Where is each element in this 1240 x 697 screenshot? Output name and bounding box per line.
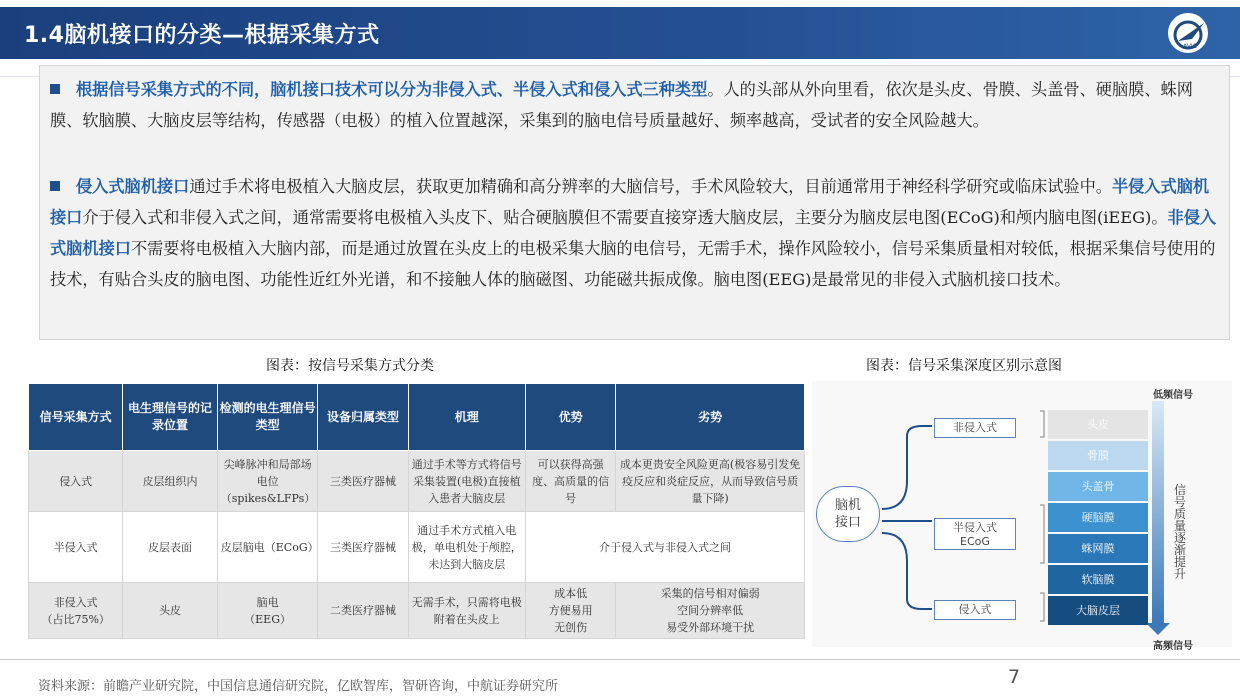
summary-highlight: 根据信号采集方式的不同，脑机接口技术可以分为非侵入式、半侵入式和侵入式三种类型 [76, 80, 708, 99]
low-frequency-label: 低频信号 [1153, 390, 1193, 401]
header-cell: 设备归属类型 [318, 384, 408, 451]
cell-line: 无创伤 [554, 621, 588, 634]
quality-arrow [1152, 401, 1164, 623]
footer-divider [0, 659, 1240, 660]
type-line: 半侵入式 [953, 521, 997, 534]
page-number: 7 [1008, 666, 1021, 688]
header-cell: 优势 [526, 384, 616, 451]
table-cell: 三类医疗器械 [318, 451, 408, 512]
diagram-caption: 图表：信号采集深度区别示意图 [866, 358, 1062, 374]
cell-line: 空间分辨率低 [677, 604, 744, 617]
type-non-invasive: 非侵入式 [934, 418, 1016, 438]
avic-logo [1168, 13, 1208, 53]
table-cell: 头皮 [123, 583, 217, 639]
cell-line: 成本低 [554, 587, 588, 600]
header-cell: 检测的电生理信号类型 [217, 384, 318, 451]
table-cell: 皮层脑电（ECoG） [217, 512, 318, 583]
layer-scalp: 头皮 [1048, 410, 1148, 439]
table-cell: 半侵入式 [29, 512, 123, 583]
table-cell: 皮层表面 [123, 512, 217, 583]
table-row [29, 583, 805, 639]
bullet-square-icon [50, 181, 60, 191]
layer-pia: 软脑膜 [1048, 565, 1148, 594]
table-cell: 尖峰脉冲和局部场电位（spikes&LFPs） [217, 451, 318, 512]
bullet-square-icon [50, 84, 60, 94]
center-line: 接口 [834, 515, 861, 530]
brace-line [882, 426, 932, 509]
table-row [29, 451, 805, 512]
table-row [29, 512, 805, 583]
table-cell: 成本更贵安全风险更高(极容易引发免疫反应和炎症反应，从而导致信号质量下降) [616, 451, 805, 512]
table-cell [29, 583, 123, 639]
layer-skull: 头盖骨 [1048, 472, 1148, 501]
type-invasive: 侵入式 [934, 600, 1016, 620]
cell-line: 非侵入式 [53, 595, 98, 609]
bracket [1040, 593, 1044, 621]
layer-dura: 硬脑膜 [1048, 503, 1148, 532]
table-cell: 侵入式 [29, 451, 123, 512]
header-cell: 劣势 [616, 384, 805, 451]
layer-periosteum: 骨膜 [1048, 441, 1148, 470]
type-line: ECoG [960, 535, 990, 548]
classification-table [28, 383, 805, 639]
semi-invasive-text: 介于侵入式和非侵入式之间，通常需要将电极植入头皮下、贴合硬脑膜但不需要直接穿透大脑皮层，主要分为脑皮层电图(ECoG)和颅内脑电图(iEEG)。 [82, 208, 1168, 227]
non-invasive-text: 不需要将电极植入大脑内部，而是通过放置在头皮上的电极采集大脑的电信号，无需手术，操作风险较小，信号采集质量相对较低，根据采集信号使用的技术，有贴合头皮的脑电图、功能性近红外光谱，和不接触人体的脑磁图、功能磁共振成像。脑电图(EEG)是最常见的非侵入式脑机接口技术。 [50, 239, 1216, 289]
quality-vertical-label: 信号质量逐渐提升 [1173, 483, 1186, 581]
cell-line: 方便易用 [548, 604, 593, 617]
bracket [1040, 505, 1044, 563]
page-title: 1.4脑机接口的分类—根据采集方式 [24, 23, 380, 48]
layer-arachnoid: 蛛网膜 [1048, 534, 1148, 563]
table-header-row [29, 384, 805, 451]
quality-arrow-head [1146, 623, 1170, 635]
invasive-text: 通过手术将电极植入大脑皮层，获取更加精确和高分辨率的大脑信号，手术风险较大，目前通常用于神经科学研究或临床试验中。 [189, 177, 1112, 196]
type-semi-invasive [934, 518, 1016, 550]
non-invasive-highlight: 非侵入式脑机接口 [50, 208, 1217, 258]
table-cell [217, 583, 318, 639]
table-caption: 图表：按信号采集方式分类 [266, 358, 434, 374]
logo-text: AVIC [1183, 43, 1197, 50]
table-cell-merged: 介于侵入式与非侵入式之间 [526, 512, 805, 583]
layer-cortex: 大脑皮层 [1048, 596, 1148, 625]
semi-invasive-highlight: 半侵入式脑机接口 [50, 177, 1210, 227]
table-cell: 通过手术等方式将信号采集装置(电极)直接植入患者大脑皮层 [408, 451, 525, 512]
table-cell: 可以获得高强度、高质量的信号 [526, 451, 616, 512]
source-note: 资料来源：前瞻产业研究院，中国信息通信研究院，亿欧智库，智研咨询，中航证券研究所 [38, 679, 559, 694]
summary-box [39, 65, 1230, 340]
cell-line: （占比75%） [41, 612, 110, 626]
summary-paragraph-2 [50, 171, 1220, 295]
high-frequency-label: 高频信号 [1153, 641, 1193, 652]
header-cell: 机理 [408, 384, 525, 451]
bci-center-node [816, 486, 880, 542]
table-cell: 通过手术方式植入电极，单电机处于颅腔，未达到大脑皮层 [408, 512, 525, 583]
bracket [1040, 411, 1044, 437]
invasive-highlight: 侵入式脑机接口 [76, 177, 190, 196]
header-cell: 信号采集方式 [29, 384, 123, 451]
table-cell: 皮层组织内 [123, 451, 217, 512]
cell-line: 脑电 [256, 595, 279, 609]
table-cell: 二类医疗器械 [318, 583, 408, 639]
table-cell: 三类医疗器械 [318, 512, 408, 583]
cell-line: 采集的信号相对偏弱 [660, 587, 760, 600]
table-cell [526, 583, 616, 639]
summary-text: 。人的头部从外向里看，依次是头皮、骨膜、头盖骨、硬脑膜、蛛网膜、软脑膜、大脑皮层等结构，传感器（电极）的植入位置越深，采集到的脑电信号质量越好、频率越高，受试者的安全风险越大。 [50, 80, 1193, 130]
cell-line: 易受外部环境干扰 [666, 621, 755, 634]
summary-paragraph-1 [50, 74, 1220, 136]
table-cell [616, 583, 805, 639]
center-line: 脑机 [834, 498, 861, 513]
cell-line: （EEG） [244, 612, 291, 626]
brace-line [882, 533, 932, 609]
table-cell: 无需手术，只需将电极附着在头皮上 [408, 583, 525, 639]
header-cell: 电生理信号的记录位置 [123, 384, 217, 451]
title-bar [0, 7, 1240, 59]
avic-logo-mark [1170, 15, 1210, 55]
